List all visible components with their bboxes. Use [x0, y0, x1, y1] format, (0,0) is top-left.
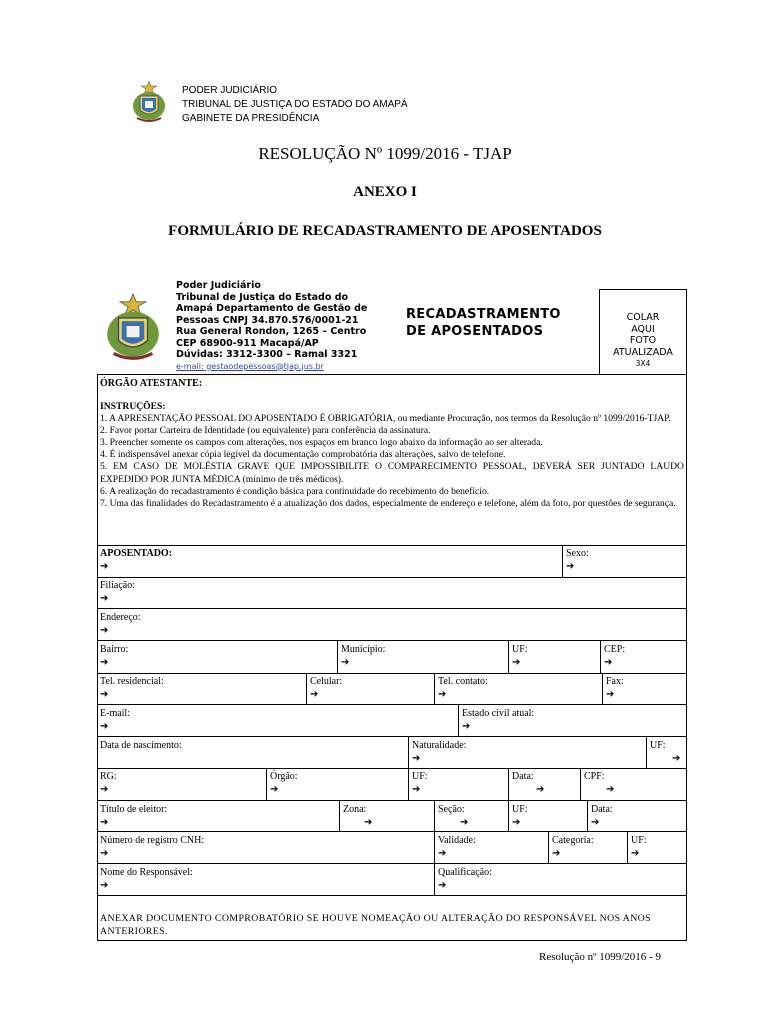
photo-text: AQUI — [631, 323, 655, 335]
celular-label: Celular: — [310, 676, 343, 687]
instruction-item: 1. A APRESENTAÇÃO PESSOAL DO APOSENTADO É OBRIGATÓRIA, ou mediante Procuração, nos termos da Resolução nº 1099/2016-TJAP. — [100, 413, 671, 425]
rg-label: RG: — [100, 771, 117, 782]
arrow-right-icon[interactable]: ➔ — [606, 784, 615, 795]
instruction-item: 4. É indispensável anexar cópia legível da documentação comprobatória das alterações, salvo de telefone. — [100, 449, 506, 461]
qualificacao-label: Qualificação: — [438, 867, 492, 878]
fax-label: Fax: — [606, 676, 624, 687]
cep-label: CEP: — [604, 644, 626, 655]
arrow-right-icon[interactable]: ➔ — [672, 753, 681, 764]
arrow-right-icon[interactable]: ➔ — [341, 657, 350, 668]
data-label: Data: — [591, 804, 613, 815]
arrow-right-icon[interactable]: ➔ — [631, 848, 640, 859]
uf-label: UF: — [631, 835, 647, 846]
arrow-right-icon[interactable]: ➔ — [512, 657, 521, 668]
zona-label: Zona: — [343, 804, 367, 815]
instruction-item: 7. Uma das finalidades do Recadastramento é a atualização dos dados, especialmente de endereço e telefone, além da foto, por questões de segurança. — [100, 497, 676, 509]
arrow-right-icon[interactable]: ➔ — [512, 817, 521, 828]
arrow-right-icon[interactable]: ➔ — [100, 721, 109, 732]
validade-label: Validade: — [438, 835, 476, 846]
categoria-label: Categoria: — [552, 835, 594, 846]
dept-line: Tribunal de Justiça do Estado do — [176, 291, 349, 303]
arrow-right-icon[interactable]: ➔ — [438, 880, 447, 891]
instruction-item: 5. EM CASO DE MOLÉSTIA GRAVE QUE IMPOSSIBILITE O COMPARECIMENTO PESSOAL, DEVERÁ SER JUNTADO LAUDO EXPEDIDO POR JUNTA MÉDICA (mínimo de três médicos). — [100, 461, 684, 485]
form-title: FORMULÁRIO DE RECADASTRAMENTO DE APOSENTADOS — [168, 223, 602, 239]
instruction-item: 6. A realização do recadastramento é condição básica para continuidade do recebimento do benefício. — [100, 485, 490, 497]
photo-text: COLAR — [626, 312, 660, 323]
dept-line: Amapá Departamento de Gestão de — [176, 303, 368, 314]
responsavel-label: Nome do Responsável: — [100, 867, 193, 878]
uf-label: UF: — [412, 771, 428, 782]
arrow-right-icon[interactable]: ➔ — [462, 721, 471, 732]
photo-box[interactable] — [599, 289, 687, 375]
arrow-right-icon[interactable]: ➔ — [412, 753, 421, 764]
arrow-right-icon[interactable]: ➔ — [100, 689, 109, 700]
endereco-label: Endereço: — [100, 612, 141, 623]
instruction-item: 2. Favor portar Carteira de Identidade (ou equivalente) para conferência da assinatura. — [100, 425, 431, 437]
arrow-right-icon[interactable]: ➔ — [100, 625, 109, 636]
photo-size: 3X4 — [635, 359, 651, 368]
coat-of-arms-icon — [131, 80, 167, 122]
recadastramento-heading — [406, 306, 561, 340]
arrow-right-icon[interactable]: ➔ — [412, 784, 421, 795]
instructions-title: INSTRUÇÕES: — [100, 401, 166, 412]
uf-label: UF: — [512, 644, 528, 655]
arrow-right-icon[interactable]: ➔ — [438, 689, 447, 700]
arrow-right-icon[interactable]: ➔ — [460, 817, 469, 828]
tel-residencial-label: Tel. residencial: — [100, 676, 164, 687]
filiacao-label: Filiação: — [100, 580, 135, 591]
titulo-eleitor-label: Título de eleitor: — [100, 804, 168, 815]
email-label: E-mail: — [100, 708, 130, 719]
arrow-right-icon[interactable]: ➔ — [438, 848, 447, 859]
dept-line: Dúvidas: 3312-3300 – Ramal 3321 — [176, 349, 358, 360]
aposentado-label: APOSENTADO: — [100, 548, 173, 559]
tel-contato-label: Tel. contato: — [438, 676, 488, 687]
dept-line: Rua General Rondon, 1265 – Centro — [176, 326, 367, 337]
dept-line: Pessoas CNPJ 34.870.576/0001-21 — [176, 314, 359, 326]
arrow-right-icon[interactable]: ➔ — [100, 848, 109, 859]
header-line-2: TRIBUNAL DE JUSTIÇA DO ESTADO DO AMAPÁ — [182, 99, 408, 110]
estado-civil-label: Estado civil atual: — [462, 708, 535, 719]
arrow-right-icon[interactable]: ➔ — [310, 689, 319, 700]
arrow-right-icon[interactable]: ➔ — [100, 593, 109, 604]
sexo-label: Sexo: — [566, 548, 589, 559]
header-line-1: PODER JUDICIÁRIO — [182, 85, 278, 96]
arrow-right-icon[interactable]: ➔ — [604, 657, 613, 668]
court-header — [182, 84, 408, 126]
data-label: Data: — [512, 771, 534, 782]
bairro-label: Bairro: — [100, 644, 129, 655]
department-header — [176, 280, 367, 372]
photo-text: ATUALIZADA — [613, 346, 673, 358]
photo-text: FOTO — [629, 335, 657, 346]
page-number: Resolução nº 1099/2016 - 9 — [539, 951, 661, 963]
instructions — [100, 401, 684, 510]
orgao-rg-label: Órgão: — [270, 771, 298, 782]
arrow-right-icon[interactable]: ➔ — [100, 784, 109, 795]
naturalidade-label: Naturalidade: — [412, 740, 467, 751]
uf-label: UF: — [650, 740, 666, 751]
dept-line: CEP 68900-911 Macapá/AP — [176, 337, 319, 349]
orgao-atestante-label: ÓRGÃO ATESTANTE: — [100, 378, 203, 389]
recad-line-1: RECADASTRAMENTO — [406, 307, 561, 322]
arrow-right-icon[interactable]: ➔ — [536, 784, 545, 795]
arrow-right-icon[interactable]: ➔ — [100, 657, 109, 668]
uf-label: UF: — [512, 804, 528, 815]
dept-email: e-mail: gestaodepessoas@tjap.jus.br — [176, 361, 324, 371]
arrow-right-icon[interactable]: ➔ — [606, 689, 615, 700]
secao-label: Seção: — [438, 804, 465, 815]
cpf-label: CPF: — [584, 771, 605, 782]
arrow-right-icon[interactable]: ➔ — [566, 561, 575, 572]
dept-line: Poder Judiciário — [176, 280, 261, 291]
data-nascimento-label: Data de nascimento: — [100, 740, 182, 751]
resolution-title: RESOLUÇÃO Nº 1099/2016 - TJAP — [258, 144, 512, 163]
recad-line-2: DE APOSENTADOS — [406, 324, 544, 339]
arrow-right-icon[interactable]: ➔ — [552, 848, 561, 859]
instruction-item: 3. Preencher somente os campos com alterações, nos espaços em branco logo abaixo da informação ao ser alterada. — [100, 437, 543, 449]
coat-of-arms-icon — [104, 292, 162, 360]
arrow-right-icon[interactable]: ➔ — [591, 817, 600, 828]
arrow-right-icon[interactable]: ➔ — [100, 880, 109, 891]
arrow-right-icon[interactable]: ➔ — [100, 817, 109, 828]
arrow-right-icon[interactable]: ➔ — [270, 784, 279, 795]
header-line-3: GABINETE DA PRESIDÊNCIA — [182, 113, 320, 124]
arrow-right-icon[interactable]: ➔ — [100, 561, 109, 572]
arrow-right-icon[interactable]: ➔ — [364, 817, 373, 828]
municipio-label: Município: — [341, 644, 386, 655]
anexar-note: ANEXAR DOCUMENTO COMPROBATÓRIO SE HOUVE NOMEAÇÃO OU ALTERAÇÃO DO RESPONSÁVEL NOS ANOS ANTERIORES. — [100, 913, 652, 937]
annex-title: ANEXO I — [353, 184, 417, 200]
cnh-label: Número de registro CNH: — [100, 835, 205, 846]
